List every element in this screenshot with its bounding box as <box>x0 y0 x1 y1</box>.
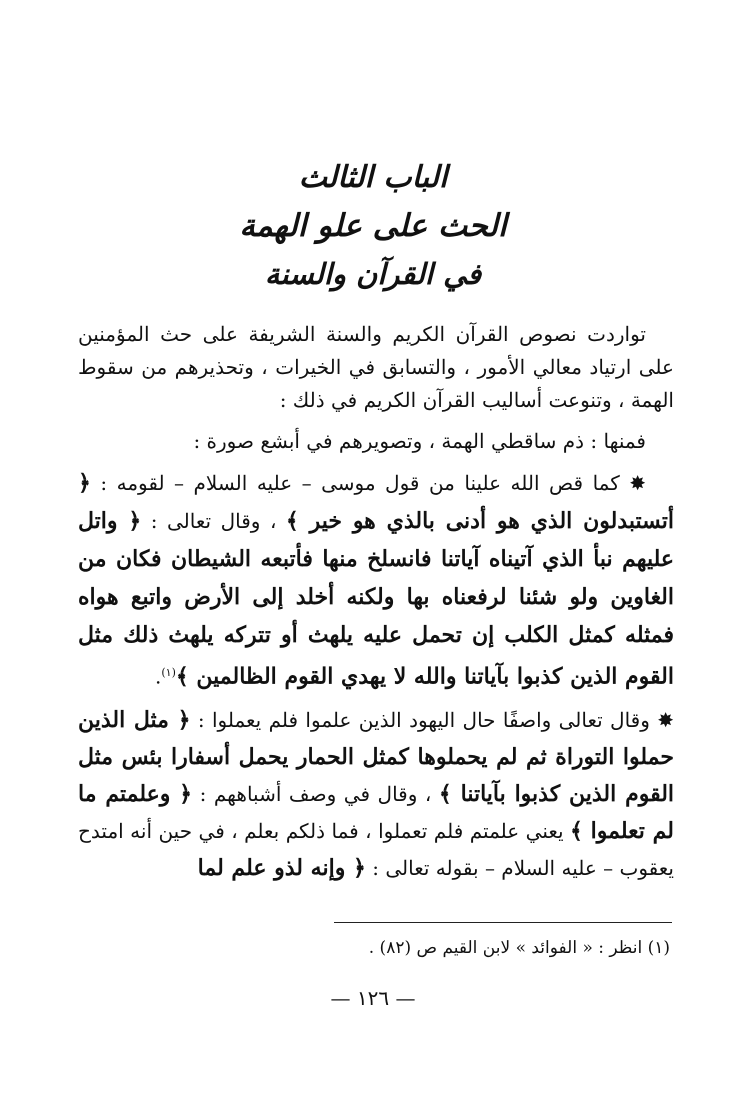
paragraph-musa-example <box>78 464 674 696</box>
footnote: (١) انظر : « الفوائد » لابن القيم ص (٨٢) . <box>368 938 670 958</box>
star-bullet-icon: ✸ <box>629 471 646 495</box>
paragraph-text: وقال تعالى واصفًا حال اليهود الذين علموا فلم يعملوا : <box>197 707 650 732</box>
star-bullet-icon: ✸ <box>657 707 675 732</box>
quran-quote: ﴿ مثل الذين حملوا التوراة ثم لم يحملوها كمثل الحمار يحمل أسفارا بئس مثل القوم الذين كذبوا بآياتنا ﴾ <box>78 706 675 807</box>
paragraph-intro: تواردت نصوص القرآن الكريم والسنة الشريفة على حث المؤمنين على ارتياد معالي الأمور ، والتسابق في الخيرات ، وتحذيرهم من سقوط الهمة ، وتنوعت أساليب القرآن الكريم في ذلك : <box>78 322 674 412</box>
quran-quote: ﴿ أتستبدلون الذي هو أدنى بالذي هو خير ﴾ <box>78 470 674 534</box>
chapter-subtitle: في القرآن والسنة <box>264 257 482 291</box>
body-text <box>78 318 674 887</box>
paragraph-text: ، وقال تعالى : <box>150 509 277 533</box>
paragraph-text: ، وقال في وصف أشباههم : <box>199 781 432 806</box>
paragraph-first-style: فمنها : ذم ساقطي الهمة ، وتصويرهم في أبشع صورة : <box>193 429 646 453</box>
chapter-heading: الباب الثالث <box>298 160 448 195</box>
paragraph-text: كما قص الله علينا من قول موسى – عليه السلام – لقومه : <box>100 471 620 495</box>
footnote-reference: (١) <box>161 666 176 679</box>
paragraph-text: يعني علمتم فلم تعملوا ، فما ذلكم بعلم ، في حين أنه امتدح يعقوب – عليه السلام – بقوله تعالى : <box>78 818 674 880</box>
chapter-title: الحث على علو الهمة <box>239 208 507 244</box>
footnote-divider <box>334 922 672 923</box>
quran-quote: ﴿ وإنه لذو علم لما <box>197 854 366 881</box>
quran-quote: ﴿ وعلمتم ما لم تعلموا ﴾ <box>78 780 674 844</box>
paragraph-text: . <box>154 664 162 689</box>
quran-quote: ﴿ واتل عليهم نبأ الذي آتيناه آياتنا فانسلخ منها فأتبعه الشيطان فكان من الغاوين ولو شئنا لرفعناه بها ولكنه أخلد إلى الأرض واتبع هواه فمثله كمثل الكلب إن تحمل عليه يلهث أو تتركه يلهث ذلك مثل القوم الذين كذبوا بآياتنا والله لا يهدي القوم الظالمين ﴾ <box>78 508 674 690</box>
paragraph-jews-example <box>78 702 674 887</box>
page-number: — ١٢٦ — <box>330 986 416 1010</box>
